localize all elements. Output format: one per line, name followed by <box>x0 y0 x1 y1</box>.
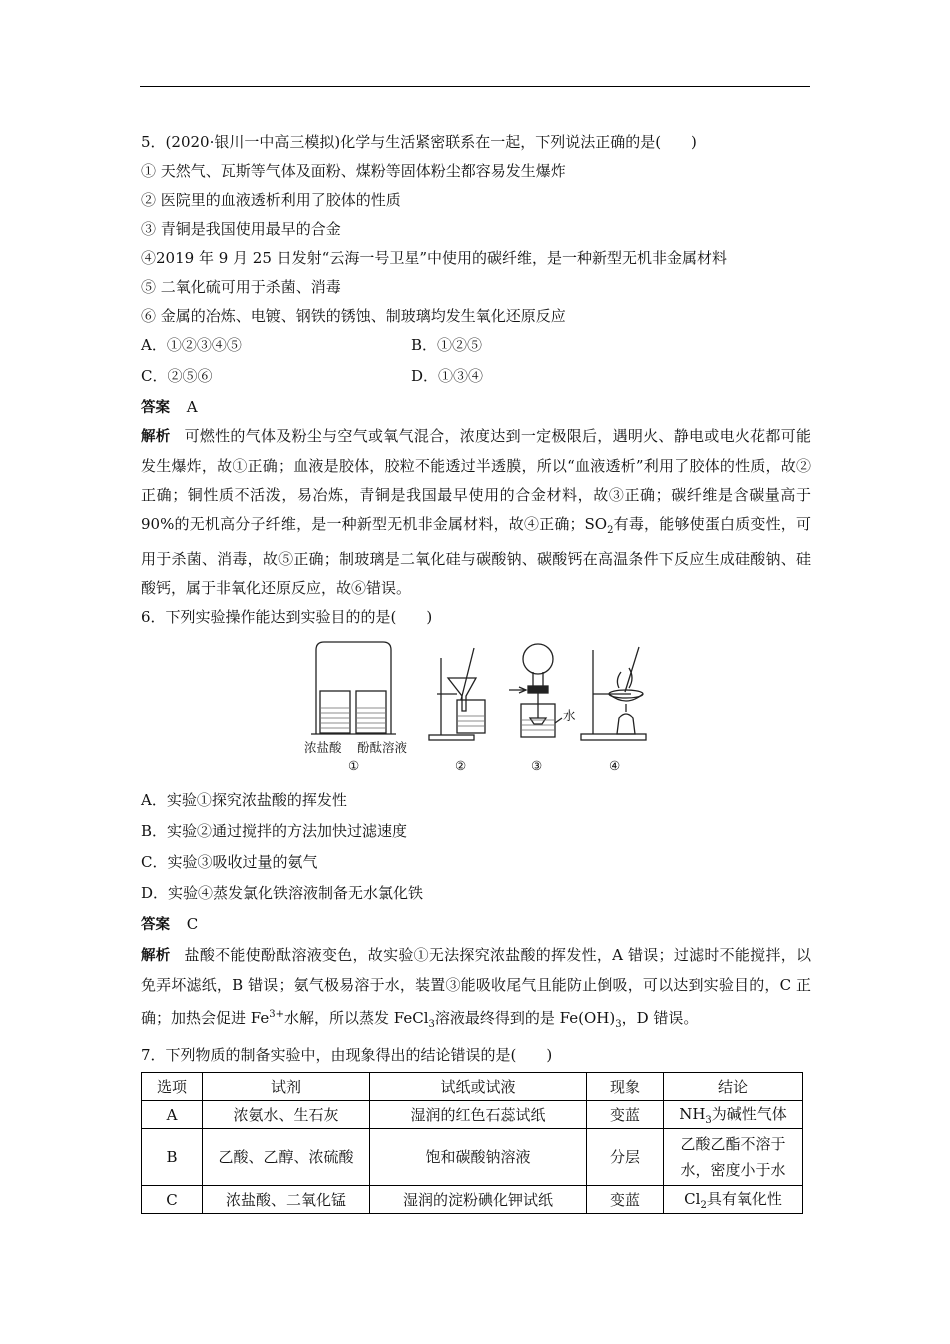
q6-stem: 6．下列实验操作能达到实验目的的是( ) <box>141 608 433 626</box>
cell-reagent: 浓氨水、生石灰 <box>203 1101 370 1129</box>
label-phenolphthalein: 酚酞溶液 <box>357 740 408 755</box>
label-exp-1: ① <box>348 758 360 773</box>
q5-item-5: ⑤ 二氧化硫可用于杀菌、消毒 <box>141 278 341 296</box>
q7-stem: 7．下列物质的制备实验中，由现象得出的结论错误的是( ) <box>141 1046 553 1064</box>
conclusion-sub: 3 <box>705 1115 712 1126</box>
analysis-label: 解析 <box>141 948 171 964</box>
cell-reagent: 浓盐酸、二氧化锰 <box>203 1186 370 1214</box>
header-reagent: 试剂 <box>203 1073 370 1101</box>
cell-paper: 饱和碳酸钠溶液 <box>370 1129 587 1186</box>
q5-item-4: ④2019 年 9 月 25 日发射“云海一号卫星”中使用的碳纤维，是一种新型无机非金属材料 <box>141 249 727 267</box>
q5-option-c: C．②⑤⑥ <box>141 367 213 385</box>
apparatus-4 <box>581 647 646 740</box>
analysis-sub: 2 <box>607 525 614 536</box>
q6-figure <box>141 638 811 780</box>
analysis-text-1: 可燃性的气体及粉尘与空气或氧气混合，浓度达到一定极限后，遇明火、静电或电火花都可能发生爆炸，故①正确；血液是胶体，胶粒不能透过半透膜，所以“血液透析”利用了胶体的性质，故②正确；铜性质不活泼，易冶炼，青铜是我国最早使用的合金材料，故③正确；碳纤维是含碳量高于 90%的无机高分子纤维，是一种新型无机非金属材料，故④正确；SO <box>141 427 811 533</box>
label-exp-4: ④ <box>609 758 621 773</box>
q5-stem: 5．(2020·银川一中高三模拟)化学与生活紧密联系在一起，下列说法正确的是( ) <box>141 133 697 151</box>
label-exp-2: ② <box>455 758 467 773</box>
cell-reagent: 乙酸、乙醇、浓硫酸 <box>203 1129 370 1186</box>
header-phenomenon: 现象 <box>587 1073 664 1101</box>
apparatus-3 <box>509 644 562 737</box>
conclusion-sub: 2 <box>700 1200 707 1211</box>
analysis-sub-1: 3 <box>428 1019 435 1030</box>
table-header-row <box>142 1073 803 1101</box>
analysis-sub-2: 3 <box>615 1019 622 1030</box>
conclusion-pre: NH <box>679 1105 706 1123</box>
q6-option-a: A．实验①探究浓盐酸的挥发性 <box>141 791 347 809</box>
cell-paper: 湿润的红色石蕊试纸 <box>370 1101 587 1129</box>
label-hcl: 浓盐酸 <box>304 740 342 755</box>
answer-label: 答案 <box>141 400 170 416</box>
conclusion-pre: Cl <box>684 1190 701 1208</box>
cell-option: B <box>142 1129 203 1186</box>
answer-label: 答案 <box>141 917 170 933</box>
q7-table <box>141 1072 803 1214</box>
analysis-text-3: 溶液最终得到的是 Fe(OH) <box>434 1009 616 1027</box>
analysis-text-4: ，D 错误。 <box>621 1009 699 1027</box>
q5-option-d: D．①③④ <box>411 367 484 385</box>
q5-options-ab <box>141 331 811 360</box>
cell-conclusion <box>664 1101 803 1129</box>
conclusion-line-2: 水，密度小于水 <box>680 1161 786 1179</box>
analysis-text-2: 有毒，能够使蛋白质变性，可用于杀菌、消毒，故⑤正确；制玻璃是二氧化硅与碳酸钠、碳酸钙在高温条件下反应生成硅酸钠、硅酸钙，属于非氧化还原反应，故⑥错误。 <box>141 515 811 597</box>
table-row <box>142 1101 803 1129</box>
page-content <box>141 128 811 1214</box>
q5-item-6: ⑥ 金属的冶炼、电镀、钢铁的锈蚀、制玻璃均发生氧化还原反应 <box>141 307 566 325</box>
answer-value: A <box>186 398 198 416</box>
cell-option: A <box>142 1101 203 1129</box>
cell-conclusion <box>664 1129 803 1186</box>
q5-analysis <box>141 422 811 603</box>
apparatus-2 <box>429 648 485 740</box>
q6-option-d: D．实验④蒸发氯化铁溶液制备无水氯化铁 <box>141 884 424 902</box>
q5-item-2: ② 医院里的血液透析利用了胶体的性质 <box>141 191 401 209</box>
conclusion-post: 具有氧化性 <box>706 1190 782 1208</box>
apparatus-svg <box>141 638 811 780</box>
label-water: 水 <box>563 708 576 723</box>
q6-analysis <box>141 941 811 1039</box>
table-row <box>142 1186 803 1214</box>
cell-option: C <box>142 1186 203 1214</box>
conclusion-post: 为碱性气体 <box>711 1105 787 1123</box>
label-exp-3: ③ <box>531 758 543 773</box>
q6-option-b: B．实验②通过搅拌的方法加快过滤速度 <box>141 822 408 840</box>
cell-phenomenon: 分层 <box>587 1129 664 1186</box>
cell-conclusion <box>664 1186 803 1214</box>
cell-phenomenon: 变蓝 <box>587 1186 664 1214</box>
q5-answer <box>141 393 811 422</box>
cell-paper: 湿润的淀粉碘化钾试纸 <box>370 1186 587 1214</box>
q6-answer <box>141 910 811 939</box>
q5-options-cd <box>141 362 811 391</box>
apparatus-1 <box>311 642 396 734</box>
cell-phenomenon: 变蓝 <box>587 1101 664 1129</box>
header-rule <box>140 86 810 87</box>
q6-option-c: C．实验③吸收过量的氨气 <box>141 853 318 871</box>
header-option: 选项 <box>142 1073 203 1101</box>
analysis-text-2: 水解，所以蒸发 FeCl <box>283 1009 429 1027</box>
q5-option-b: B．①②⑤ <box>411 336 483 354</box>
header-conclusion: 结论 <box>664 1073 803 1101</box>
q5-option-a: A．①②③④⑤ <box>141 336 242 354</box>
answer-value: C <box>186 915 199 933</box>
q5-item-1: ① 天然气、瓦斯等气体及面粉、煤粉等固体粉尘都容易发生爆炸 <box>141 162 566 180</box>
analysis-text-1: 盐酸不能使酚酞溶液变色，故实验①无法探究浓盐酸的挥发性，A 错误；过滤时不能搅拌，以免弄坏滤纸，B 错误；氨气极易溶于水，装置③能吸收尾气且能防止倒吸，可以达到实验目的，C 正确；加热会促进 Fe <box>141 946 811 1027</box>
conclusion-line-1: 乙酸乙酯不溶于 <box>680 1135 786 1153</box>
analysis-label: 解析 <box>141 429 171 445</box>
q5-item-3: ③ 青铜是我国使用最早的合金 <box>141 220 341 238</box>
header-paper: 试纸或试液 <box>370 1073 587 1101</box>
analysis-sup: 3+ <box>269 1009 284 1020</box>
table-row <box>142 1129 803 1186</box>
